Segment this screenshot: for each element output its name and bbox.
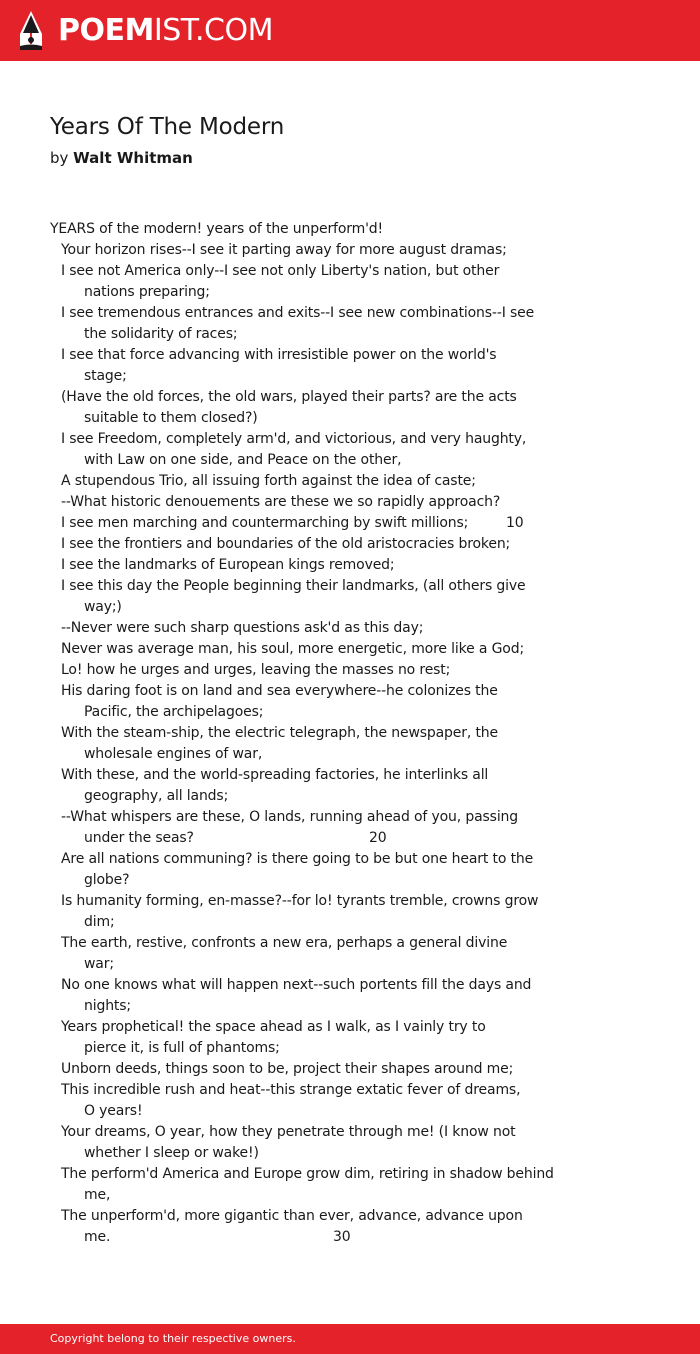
poem-line: O years! — [84, 1103, 143, 1119]
poem-line: Is humanity forming, en-masse?--for lo! tyrants tremble, crowns grow — [61, 893, 539, 909]
poem-line-numbered — [50, 828, 670, 849]
poem-line: Pacific, the archipelagoes; — [84, 704, 264, 720]
poem-line: Are all nations communing? is there going to be but one heart to the — [61, 851, 534, 867]
poem-line-numbered — [50, 1227, 670, 1248]
line-number: 10 — [506, 515, 524, 531]
poem-line: --Never were such sharp questions ask'd as this day; — [61, 620, 424, 636]
poem-line: With these, and the world-spreading factories, he interlinks all — [61, 767, 489, 783]
poem-line: Your dreams, O year, how they penetrate through me! (I know not — [61, 1124, 516, 1140]
poem-line: I see this day the People beginning their landmarks, (all others give — [61, 578, 526, 594]
poem-line: I see the frontiers and boundaries of the old aristocracies broken; — [61, 536, 511, 552]
author-name[interactable]: Walt Whitman — [73, 149, 193, 167]
poem-line: His daring foot is on land and sea everywhere--he colonizes the — [61, 683, 498, 699]
poem-line: I see the landmarks of European kings removed; — [61, 557, 395, 573]
poem-body — [50, 219, 670, 1248]
site-footer — [0, 1324, 700, 1354]
poem-line: wholesale engines of war, — [84, 746, 263, 762]
poem-line: I see Freedom, completely arm'd, and victorious, and very haughty, — [61, 431, 527, 447]
poem-line: This incredible rush and heat--this strange extatic fever of dreams, — [61, 1082, 521, 1098]
poem-line: No one knows what will happen next--such portents fill the days and — [61, 977, 532, 993]
poem-line: --What historic denouements are these we so rapidly approach? — [61, 494, 501, 510]
poem-line: I see men marching and countermarching by swift millions; — [61, 515, 469, 531]
logo-wordmark — [58, 10, 273, 52]
poem-line-numbered — [50, 513, 670, 534]
poem-line: whether I sleep or wake!) — [84, 1145, 259, 1161]
poem-line: under the seas? — [84, 830, 194, 846]
poem-line: A stupendous Trio, all issuing forth against the idea of caste; — [61, 473, 476, 489]
poem-line: me, — [84, 1187, 111, 1203]
logo-wordmark-bold: POEM — [58, 13, 154, 48]
poem-line: I see tremendous entrances and exits--I see new combinations--I see — [61, 305, 535, 321]
poem-title: Years Of The Modern — [50, 114, 285, 140]
poem-line: pierce it, is full of phantoms; — [84, 1040, 280, 1056]
poem-line: stage; — [84, 368, 127, 384]
poem-line: Your horizon rises--I see it parting away for more august dramas; — [61, 242, 507, 258]
poem-line: geography, all lands; — [84, 788, 229, 804]
pen-nib-icon — [18, 10, 44, 52]
poem-line: me. — [84, 1229, 111, 1245]
poem-line: with Law on one side, and Peace on the other, — [84, 452, 402, 468]
poem-line: suitable to them closed?) — [84, 410, 258, 426]
poem-line: Lo! how he urges and urges, leaving the masses no rest; — [61, 662, 451, 678]
line-number: 30 — [333, 1229, 351, 1245]
by-label: by — [50, 149, 74, 167]
line-number: 20 — [369, 830, 387, 846]
poem-line: The earth, restive, confronts a new era, perhaps a general divine — [61, 935, 508, 951]
poem-line: Unborn deeds, things soon to be, project their shapes around me; — [61, 1061, 514, 1077]
poem-line: Years prophetical! the space ahead as I walk, as I vainly try to — [61, 1019, 486, 1035]
poem-line: The unperform'd, more gigantic than ever, advance, advance upon — [61, 1208, 523, 1224]
site-logo[interactable] — [18, 10, 273, 52]
copyright-notice: Copyright belong to their respective owners. — [50, 1332, 296, 1345]
poem-line: way;) — [84, 599, 122, 615]
poem-line: --What whispers are these, O lands, running ahead of you, passing — [61, 809, 519, 825]
poem-line: I see not America only--I see not only Liberty's nation, but other — [61, 263, 500, 279]
poem-line: dim; — [84, 914, 115, 930]
poem-line: (Have the old forces, the old wars, played their parts? are the acts — [61, 389, 517, 405]
poem-line: nations preparing; — [84, 284, 210, 300]
poem-line: the solidarity of races; — [84, 326, 238, 342]
poem-line: war; — [84, 956, 114, 972]
poem-line: YEARS of the modern! years of the unperform'd! — [50, 221, 383, 237]
poem-line: globe? — [84, 872, 130, 888]
poem-line: nights; — [84, 998, 131, 1014]
poem-line: I see that force advancing with irresistible power on the world's — [61, 347, 497, 363]
poem-line: With the steam-ship, the electric telegraph, the newspaper, the — [61, 725, 498, 741]
logo-wordmark-light: IST.COM — [153, 13, 273, 48]
site-header — [0, 0, 700, 61]
poem-line: The perform'd America and Europe grow dim, retiring in shadow behind — [61, 1166, 554, 1182]
byline — [50, 149, 193, 167]
poem-line: Never was average man, his soul, more energetic, more like a God; — [61, 641, 525, 657]
